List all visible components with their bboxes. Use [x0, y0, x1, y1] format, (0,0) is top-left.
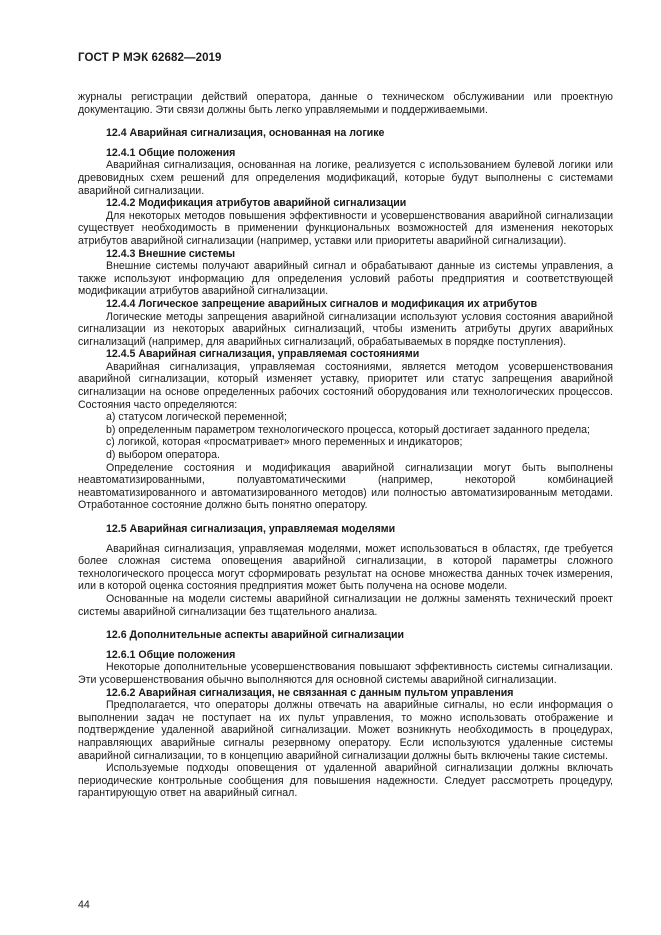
paragraph: Логические методы запрещения аварийной сигнализации используют условия состояния аварийной сигнализации из некоторых аварийных сигнализаций, чтобы изменить атрибуты других аварийных сигнализаций (например, для аварийных сигнализаций, обрабатываемых в порядке поступления). [78, 310, 613, 348]
paragraph: Для некоторых методов повышения эффективности и усовершенствования аварийной сигнализации существует необходимость в применении функциональных возможностей для изменения некоторых атрибутов аварийной сигнализации (например, уставки или приоритеты аварийной сигнализации). [78, 209, 613, 247]
paragraph: Основанные на модели системы аварийной сигнализации не должны заменять технический проект системы аварийной сигнализации без тщательного анализа. [78, 592, 613, 618]
page-header: ГОСТ Р МЭК 62682—2019 [78, 52, 222, 64]
paragraph: Предполагается, что операторы должны отвечать на аварийные сигналы, но если информация о выполнении задач не поступает на их пульт управления, то можно использовать отображение и подтверждение удаленной аварийной сигнализации. Может возникнуть необходимость в процедурах, направляющих аварийные сигналы резервному оператору. Если используются удаленные системы аварийной сигнализации, то в концепцию аварийной сигнализации должны быть включены такие системы. [78, 699, 613, 762]
paragraph: Аварийная сигнализация, управляемая моделями, может использоваться в областях, где требуется более сложная система оповещения аварийной сигнализации, в которой параметры сложного технологического процесса могут сформировать результат на основе множества данных точек измерения, или в которой оценка состояния предприятия может быть получена на основе модели. [78, 542, 613, 593]
paragraph: Внешние системы получают аварийный сигнал и обрабатывают данные из системы управления, а также используют информацию для определения условий работы предприятия и соответствующей модификации атрибутов аварийной сигнализации. [78, 260, 613, 298]
paragraph: Аварийная сигнализация, основанная на логике, реализуется с использованием булевой логики или древовидных схем решений для определения модификаций, которые будут выполнены с системами аварийной сигнализации. [78, 159, 613, 197]
subsection-heading-12-4-1: 12.4.1 Общие положения [106, 146, 236, 159]
subsection-heading-12-4-2: 12.4.2 Модификация атрибутов аварийной сигнализации [106, 197, 407, 210]
subsection-heading-12-4-3: 12.4.3 Внешние системы [106, 247, 236, 260]
document-body [78, 91, 613, 800]
subsection-heading-12-6-2: 12.6.2 Аварийная сигнализация, не связанная с данным пультом управления [106, 686, 514, 699]
subsection-heading-12-6-1: 12.6.1 Общие положения [106, 648, 236, 661]
list-item: b) определенным параметром технологического процесса, который достигает заданного предела; [106, 423, 591, 436]
paragraph: Используемые подходы оповещения от удаленной аварийной сигнализации должны включать периодические контрольные сообщения для повышения надежности. Следует рассмотреть процедуру, гарантирующую ответ на аварийный сигнал. [78, 762, 613, 800]
paragraph: журналы регистрации действий оператора, данные о техническом обслуживании или проектную документацию. Эти связи должны быть легко управляемыми и поддерживаемыми. [78, 91, 613, 116]
subsection-heading-12-4-5: 12.4.5 Аварийная сигнализация, управляемая состояниями [106, 348, 420, 361]
paragraph: Определение состояния и модификация аварийной сигнализации могут быть выполнены неавтоматизированными, полуавтоматическими (например, некоторой комбинацией неавтоматизированного и автоматизированного методов) или полностью автоматизированным методами. Отработанное состояние должно быть понятно оператору. [78, 461, 613, 512]
list-item: c) логикой, которая «просматривает» много переменных и индикаторов; [106, 436, 463, 449]
paragraph: Некоторые дополнительные усовершенствования повышают эффективность системы сигнализации. Эти усовершенствования обычно выполняются для основной системы аварийной сигнализации. [78, 661, 613, 686]
section-heading-12-4: 12.4 Аварийная сигнализация, основанная на логике [106, 127, 385, 140]
subsection-heading-12-4-4: 12.4.4 Логическое запрещение аварийных сигналов и модификация их атрибутов [106, 297, 538, 310]
page-number: 44 [78, 899, 90, 911]
list-item: d) выбором оператора. [106, 449, 220, 462]
section-heading-12-6: 12.6 Дополнительные аспекты аварийной сигнализации [106, 629, 404, 642]
section-heading-12-5: 12.5 Аварийная сигнализация, управляемая моделями [106, 523, 396, 535]
paragraph: Аварийная сигнализация, управляемая состояниями, является методом усовершенствования аварийной сигнализации, который изменяет уставку, приоритет или статус запрещения аварийной сигнализации на основе определенных рабочих состояний оборудования или технологических процессов. Состояния часто определяются: [78, 360, 613, 411]
list-item: a) статусом логической переменной; [106, 411, 287, 424]
